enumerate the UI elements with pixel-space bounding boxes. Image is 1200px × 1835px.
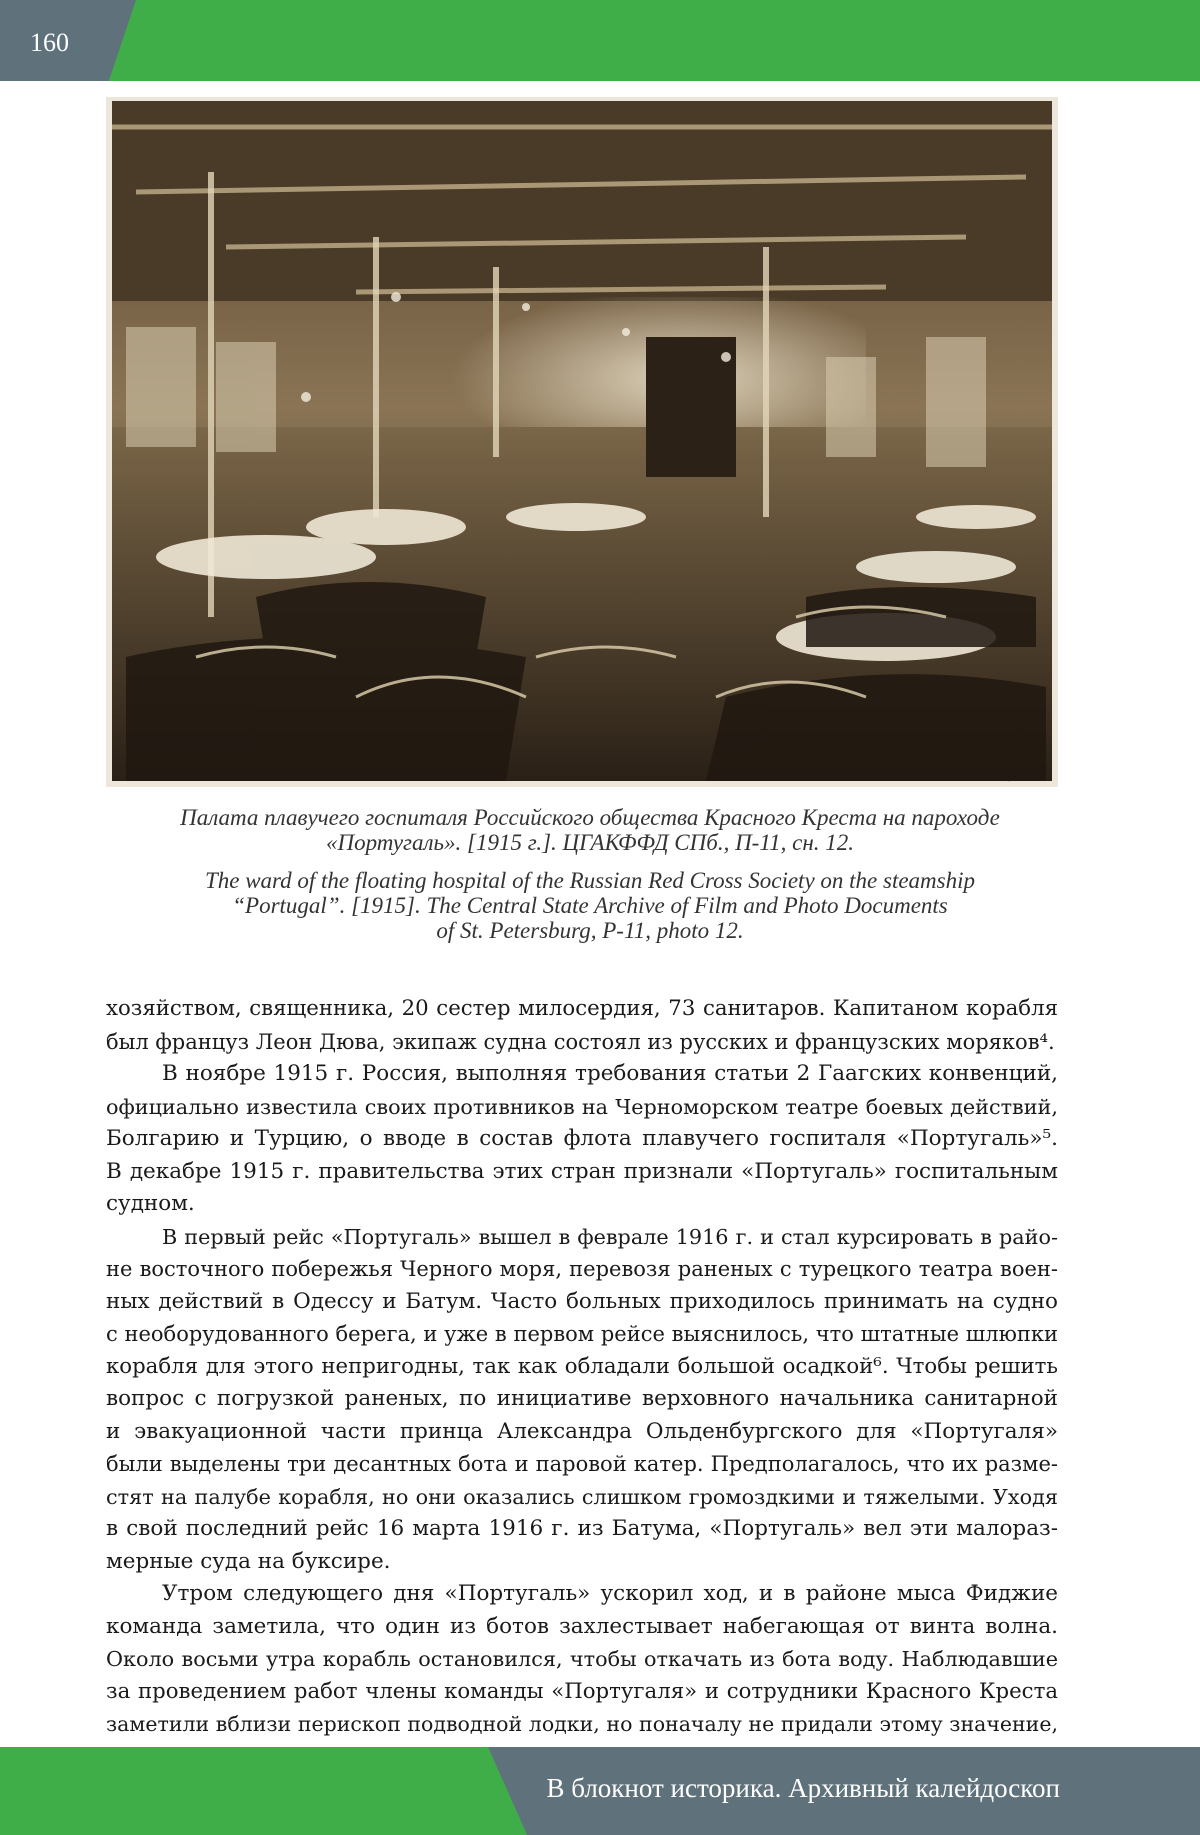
caption-en-line: of St. Petersburg, P-11, photo 12.	[436, 918, 744, 943]
text-line: корабля для этого непригодны, так как обладали большой осадкой⁶. Чтобы решить	[106, 1353, 1058, 1379]
hospital-ward-photo	[106, 97, 1058, 787]
text-line: судном.	[106, 1191, 195, 1216]
text-line: Около восьми утра корабль остановился, чтобы откачать из бота воду. Наблюдавшие	[106, 1647, 1058, 1671]
text-line: Болгарию и Турцию, о вводе в состав флота плавучего госпиталя «Португаль»⁵.	[106, 1126, 1058, 1151]
text-line: и эвакуационной части принца Александра Ольденбургского для «Португаля»	[106, 1418, 1058, 1444]
figure-caption-en	[90, 868, 1090, 943]
text-line: вопрос с погрузкой раненых, по инициативе верховного начальника санитарной	[106, 1386, 1058, 1411]
page-number: 160	[30, 28, 69, 57]
text-line: В декабре 1915 г. правительства этих стран признали «Португаль» госпитальным	[106, 1158, 1058, 1184]
footer-title-wrap	[540, 1773, 1060, 1804]
text-line: Утром следующего дня «Португаль» ускорил ход, и в районе мыса Фиджие	[162, 1581, 1058, 1606]
paragraph	[106, 1221, 1058, 1579]
text-line: были выделены три десантных бота и паровой катер. Предполагалось, что их разме-	[106, 1452, 1058, 1476]
caption-ru-line: «Португаль». [1915 г.]. ЦГАКФФД СПб., П-11, сн. 12.	[325, 830, 855, 855]
header-band	[0, 0, 1200, 81]
article-body	[106, 993, 1058, 1741]
text-line: мерные суда на буксире.	[106, 1548, 391, 1574]
text-line: заметили вблизи перископ подводной лодки, но поначалу не придали этому значение,	[106, 1712, 1058, 1736]
text-line: ных действий в Одессу и Батум. Часто больных приходилось принимать на судно	[106, 1288, 1058, 1314]
text-line: В ноябре 1915 г. Россия, выполняя требования статьи 2 Гаагских конвенций,	[162, 1061, 1058, 1086]
text-line: команда заметила, что один из ботов захлестывает набегающая от винта волна.	[106, 1613, 1058, 1639]
text-line: в свой последний рейс 16 марта 1916 г. из Батума, «Португаль» вел эти малораз-	[106, 1516, 1058, 1541]
text-line: за проведением работ члены команды «Португаля» и сотрудники Красного Креста	[106, 1678, 1058, 1704]
paragraph	[106, 1578, 1058, 1741]
caption-en-line: The ward of the floating hospital of the Russian Red Cross Society on the steamship	[204, 868, 976, 893]
text-line: не восточного побережья Черного моря, перевозя раненых с турецкого театра воен-	[106, 1257, 1058, 1281]
paragraph	[106, 993, 1058, 1058]
caption-en-line: “Portugal”. [1915]. The Central State Archive of Film and Photo Documents	[232, 893, 948, 918]
figure-caption-ru	[90, 805, 1090, 855]
text-line: хозяйством, священника, 20 сестер милосердия, 73 санитаров. Капитаном корабля	[106, 996, 1058, 1021]
paragraph	[106, 1058, 1058, 1221]
text-line: с необорудованного берега, и уже в первом рейсе выяснилось, что штатные шлюпки	[106, 1322, 1058, 1346]
text-line: был француз Леон Дюва, экипаж судна состоял из русских и французских моряков⁴.	[106, 1029, 1055, 1054]
text-line: В первый рейс «Португаль» вышел в феврале 1916 г. и стал курсировать в райо-	[162, 1224, 1058, 1249]
caption-ru-line: Палата плавучего госпиталя Российского общества Красного Креста на пароходе	[180, 805, 1000, 830]
text-line: стят на палубе корабля, но они оказались слишком громоздкими и тяжелыми. Уходя	[106, 1484, 1058, 1509]
archival-photo	[106, 97, 1058, 787]
text-line: официально известила своих противников на Черноморском театре боевых действий,	[106, 1094, 1058, 1119]
footer-title: В блокнот историка. Архивный калейдоскоп	[546, 1773, 1060, 1803]
